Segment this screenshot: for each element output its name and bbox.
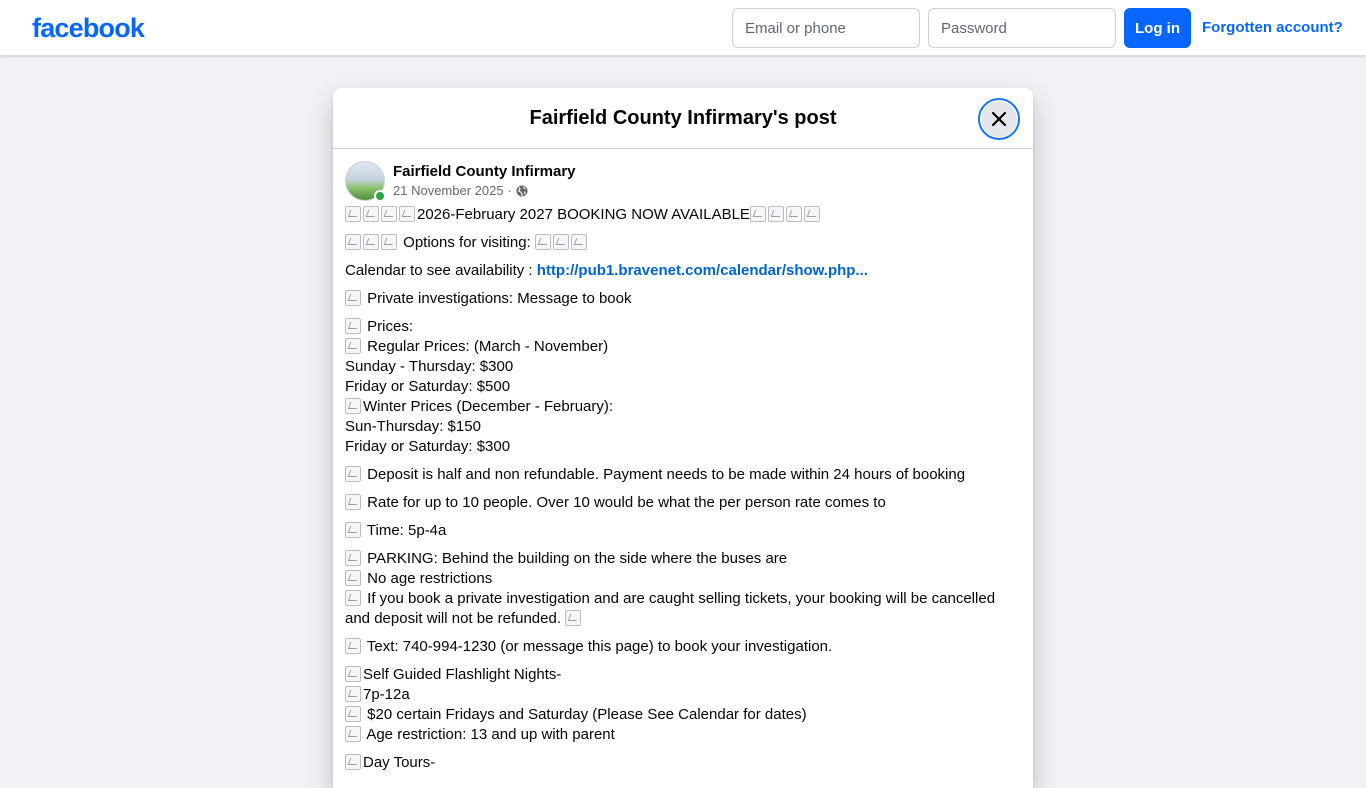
post-date[interactable]: 21 November 2025 [393,183,504,198]
emoji-icon [345,686,361,702]
emoji-icon [345,206,361,222]
emoji-icon [553,234,569,250]
post-dialog [333,88,1033,788]
day-tours-line [345,753,1021,773]
calendar-link[interactable]: http://pub1.bravenet.com/calendar/show.php... [536,262,868,279]
emoji-icon [345,318,361,334]
emoji-icon [345,638,361,654]
flashlight-time-text: 7p-12a [363,686,410,703]
top-bar [0,0,1366,56]
time-line [345,521,1021,541]
deposit-line [345,465,1021,485]
emoji-icon [345,666,361,682]
emoji-icon [345,290,361,306]
winter-fri-sat-price: Friday or Saturday: $300 [345,438,511,455]
close-icon [990,110,1008,128]
flashlight-age-text: Age restriction: 13 and up with parent [363,726,615,743]
emoji-icon [345,706,361,722]
emoji-icon [786,206,802,222]
options-line [345,233,1021,253]
emoji-icon [345,570,361,586]
emoji-icon [565,610,581,626]
emoji-icon [750,206,766,222]
text-line [345,637,1021,657]
flashlight-price-text: $20 certain Fridays and Saturday (Please See Calendar for dates) [363,706,807,723]
emoji-icon [345,466,361,482]
emoji-icon [345,550,361,566]
calendar-label: Calendar to see availability : [345,262,537,279]
emoji-icon [804,206,820,222]
close-button[interactable] [978,98,1020,140]
parking-text: PARKING: Behind the building on the side where the buses are [363,550,788,567]
regular-prices-text: Regular Prices: (March - November) [363,338,609,355]
dialog-title: Fairfield County Infirmary's post [529,107,837,129]
facebook-logo[interactable]: facebook [32,13,145,43]
booking-line [345,205,1021,225]
winter-prices-text: Winter Prices (December - February): [363,398,614,415]
emoji-icon [345,726,361,742]
flashlight-block [345,665,1021,745]
age-text: No age restrictions [363,570,493,587]
time-text: Time: 5p-4a [363,522,447,539]
booking-text: 2026-February 2027 BOOKING NOW AVAILABLE [417,206,750,223]
online-status-dot [374,190,386,202]
emoji-icon [345,398,361,414]
dialog-header [333,88,1033,149]
emoji-icon [345,494,361,510]
tickets-text: If you book a private investigation and are caught selling tickets, your booking will be cancelled and deposit will not be refunded. [345,590,996,627]
emoji-icon [399,206,415,222]
post-author[interactable]: Fairfield County Infirmary [393,163,576,180]
options-text: Options for visiting: [399,234,535,251]
prices-block [345,317,1021,457]
emoji-icon [381,206,397,222]
winter-sun-thu-price: Sun-Thursday: $150 [345,418,481,435]
day-tours-text: Day Tours- [363,754,436,771]
password-input[interactable] [928,8,1116,48]
emoji-icon [345,522,361,538]
rate-text: Rate for up to 10 people. Over 10 would be what the per person rate comes to [363,494,886,511]
private-line [345,289,1021,309]
sun-thu-price: Sunday - Thursday: $300 [345,358,514,375]
post-body [333,205,1033,773]
globe-icon [516,185,528,197]
post-meta [393,182,528,199]
parking-block [345,549,1021,629]
emoji-icon [381,234,397,250]
deposit-text: Deposit is half and non refundable. Payment needs to be made within 24 hours of booking [363,466,966,483]
emoji-icon [768,206,784,222]
prices-text: Prices: [363,318,414,335]
forgot-account-link[interactable]: Forgotten account? [1202,19,1343,36]
emoji-icon [363,206,379,222]
post-header [333,149,1033,205]
private-text: Private investigations: Message to book [363,290,632,307]
email-input[interactable] [732,8,920,48]
emoji-icon [535,234,551,250]
flashlight-text: Self Guided Flashlight Nights- [363,666,562,683]
rate-line [345,493,1021,513]
emoji-icon [571,234,587,250]
calendar-line [345,261,1021,281]
emoji-icon [345,590,361,606]
login-button[interactable]: Log in [1124,8,1191,48]
emoji-icon [345,338,361,354]
meta-separator: · [507,183,512,198]
emoji-icon [363,234,379,250]
text-contact: Text: 740-994-1230 (or message this page) to book your investigation. [363,638,833,655]
fri-sat-price: Friday or Saturday: $500 [345,378,511,395]
emoji-icon [345,234,361,250]
